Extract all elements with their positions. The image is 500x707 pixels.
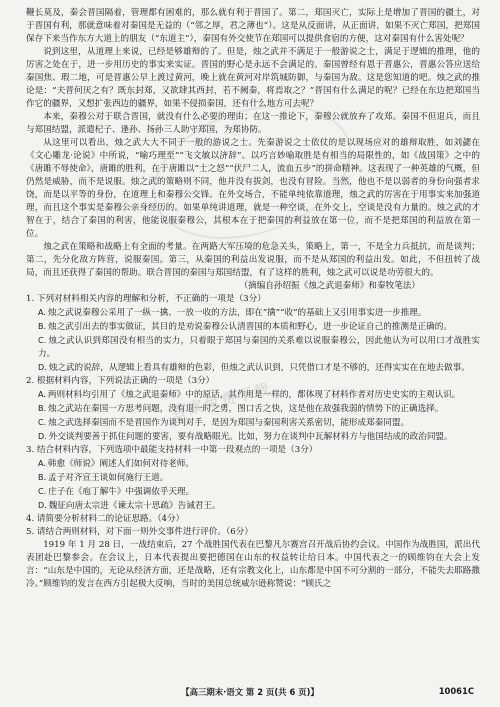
option-text: 孟子对齐宣王谈如何施行王道。 [48, 473, 169, 483]
q2-option-a [26, 388, 480, 402]
question-2: 2. 根据材料内容，下列说法正确的一项是（3分） [26, 376, 215, 386]
q1-option-d [26, 361, 480, 375]
option-text: 魏征向唐太宗进《谏太宗十思疏》告诫君王。 [48, 501, 221, 511]
q1-option-a [26, 306, 480, 320]
text-watermark: 答案免费下载 [169, 379, 273, 423]
option-text: 外交谈判要善于抓住问题的要害，要有战略眼光。比如，努力在谈判中瓦解材料方与他国结成的政治同盟。 [48, 432, 453, 442]
page-footer [0, 686, 500, 700]
question-1: 1. 下列对材料相关内容的理解和分析，不正确的一项是（3分） [26, 294, 266, 304]
option-text: 烛之武说秦穆公采用了一纵一擒、一放一收的方法，即在“擒”“收”的基础上又引用事实进一步推理。 [47, 308, 427, 318]
paragraph-3: 本来，秦穆公对于联合晋国，就没有什么必要的理由；在这一推论下，秦穆公就放弃了攻郑。秦国不但退兵，而且与郑国结盟，派遣杞子、逢孙、扬孙三人助守郑国，为郑协防。 [26, 112, 480, 135]
paragraph-event: 1919 年 1 月 28 日，一战结束后，27 个战胜国代表在巴黎凡尔赛宫召开战后协约会议。中国作为战胜国，派出代表团赴巴黎参会。在会议上，日本代表提出要把德国在山东的权益转让给日本。中国代表之一的顾维钧在大会上发言：“山东是中国的，无论从经济方面，还是战略，还有宗教文化上，山东都是中国不可分割的一部分，不能失去耶路撒冷。”顾维钧的发言在西方引起极大反响，当时的美国总统威尔逊称赞说：“顾氏之 [26, 540, 480, 589]
option-text: 两则材料均引用了《烛之武退秦师》中的原话，其作用是一样的，都体现了材料作者对历史史实的主观认识。 [47, 390, 461, 400]
option-text: 韩愈《师说》阐述人们如何对待老师。 [47, 459, 194, 469]
option-text: 烛之武认识到郑国没有相当的实力，只着眼于郑国与秦国的关系难以说服秦穆公，因此他认为可以用口才战胜实力。 [38, 336, 480, 359]
question-3: 3. 结合材料内容，下列选项中最能支持材料一中第一段观点的一项是（3分） [26, 445, 318, 455]
option-label: D. [38, 363, 47, 372]
q2-option-c [26, 416, 480, 430]
q2-option-b [26, 402, 480, 416]
option-label: B. [38, 322, 47, 331]
q1-option-b [26, 320, 480, 334]
question-4: 4. 请简要分析材料二的论证思路。（4分） [26, 514, 185, 524]
option-label: A. [38, 390, 46, 399]
option-label: C. [38, 487, 47, 496]
q3-option-c [26, 485, 480, 499]
option-text: 烛之武站在秦国一方思考问题，没有退一时之勇，图口舌之快，这是他在敌强我弱的情势下的正确选择。 [48, 404, 444, 414]
option-text: 烛之武引出去的事实做证，其目的是劝说秦穆公认清晋国的本质和野心，进一步论证自己的推测是正确的。 [48, 322, 452, 332]
option-label: D. [38, 501, 47, 510]
q2-option-d [26, 430, 480, 444]
paragraph-2: 说到这里，从道理上来说，已经是够雄辩的了。但是，烛之武并不满足于一般游说之士，满足于逻辑的推理，他的厉害之处在于，进一步用历史的事实来实证。晋国的野心是永远不会满足的。秦国曾经有恩于晋惠公，晋惠公答应送给秦国焦、瑕二地，可是晋惠公早上渡过黄河，晚上就在黄河对岸筑城防御，与秦国为敌。这是您知道的吧。烛之武的推论是：“夫晋何厌之有？既东封郑，又欲肆其西封，若不阙秦，将焉取之？”晋国有什么满足的呢？已经在东边把郑国当作它的疆界，又想扩张西边的疆界，如果不侵损秦国，还有什么地方可去呢？ [26, 47, 480, 109]
footer-page-info: 【高三期末·语文 第 2 页(共 6 页)】 [181, 687, 319, 697]
option-label: B. [38, 473, 47, 482]
question-5: 5. 请结合两则材料，对下面一则外交事件进行评价。（6分） [26, 527, 253, 537]
option-label: C. [38, 336, 47, 345]
paragraph-5: 烛之武在策略和战略上有全面的考量。在两路大军压境的危急关头，策略上，第一，不是全力兵抵抗，而是谈判；第二，先分化敌方阵营，说服秦国。第三，从秦国的利益出发说服，而不是从郑国的利益出发。如此，不但扭转了战局，而且还获得了秦国的帮助。联合晋国的秦国与郑国结盟，有了这样的胜利，烛之武可以说是功劳很大的。 [26, 242, 480, 278]
option-text: 烛之武选择秦国而不是晋国作为谈判对手，是因为郑国与秦国利害关系密切，能形成郑秦同盟。 [48, 418, 410, 428]
option-label: A. [38, 308, 46, 317]
option-label: B. [38, 404, 47, 413]
q3-option-b [26, 471, 480, 485]
paragraph-1: 鞭长莫及，秦会晋国隔着，管理都有困难的，那么就有利于晋国了。第二，郑国灭亡，实际上是增加了晋国的疆土，对于晋国有利，那就意味着对秦国是无益的（“邻之厚，君之薄也”）。这是从反面讲，从正面讲，如果不灭亡郑国，把郑国保存下来当作东方大道上的朋友（“东道主”），秦国有外交使节在郑国可以提供食宿的方便，这对秦国有什么害处呢？ [26, 8, 480, 44]
q3-option-a [26, 457, 480, 471]
q3-option-d [26, 499, 480, 513]
paragraph-4: 从这里可以看出，烛之武大大不同于一般的游说之士。先秦游说之士依仗的是以现场应对的雄辩取胜，如刘勰在《文心雕龙·论说》中所说，“喻巧理至”“飞文敏以济辞”。以巧言妙喻取胜是有相当的局限性的，如《战国策》之中的《唐雎不辱使命》，唐雎的胜利，在于唐雎以“士之怒”“伏尸二人，流血五步”的拼命精神。这表现了一种英雄的气概，但仍然是威胁，而不是说服。烛之武的策略则不同，他并没有拔剑，也没有冒险。当然，他也不是以弱者的身份向强者求饶，而是以平等的身份，在道理上和秦穆公交锋。在外交场合，不能单纯依靠道理，烛之武的厉害在于用事实来加强道理，而且这个事实是秦穆公亲身经历的。如果单纯讲道理，就是一种空谈，在外交上，空谈是没有力量的。烛之武的才智在于，结合了秦国的利害，他能说服秦穆公，其根本在于把秦国的利益放在第一位，而不是把郑国的利益放在第一位。 [26, 138, 480, 239]
option-label: D. [38, 432, 47, 441]
footer-code: 10061C [438, 686, 474, 696]
q1-option-c [26, 334, 480, 361]
option-label: C. [38, 418, 47, 427]
option-text: 烛之武的说辞，从逻辑上看具有雄辩的色彩，但烛之武认识到，只凭借口才是不够的，还得实实在在地去做事。 [48, 363, 470, 373]
option-text: 庄子在《庖丁解牛》中强调依乎天理。 [48, 487, 195, 497]
option-label: A. [38, 459, 46, 468]
source-citation: （摘编自孙绍振《烛之武退秦师》和秦牧笔法） [239, 281, 420, 291]
